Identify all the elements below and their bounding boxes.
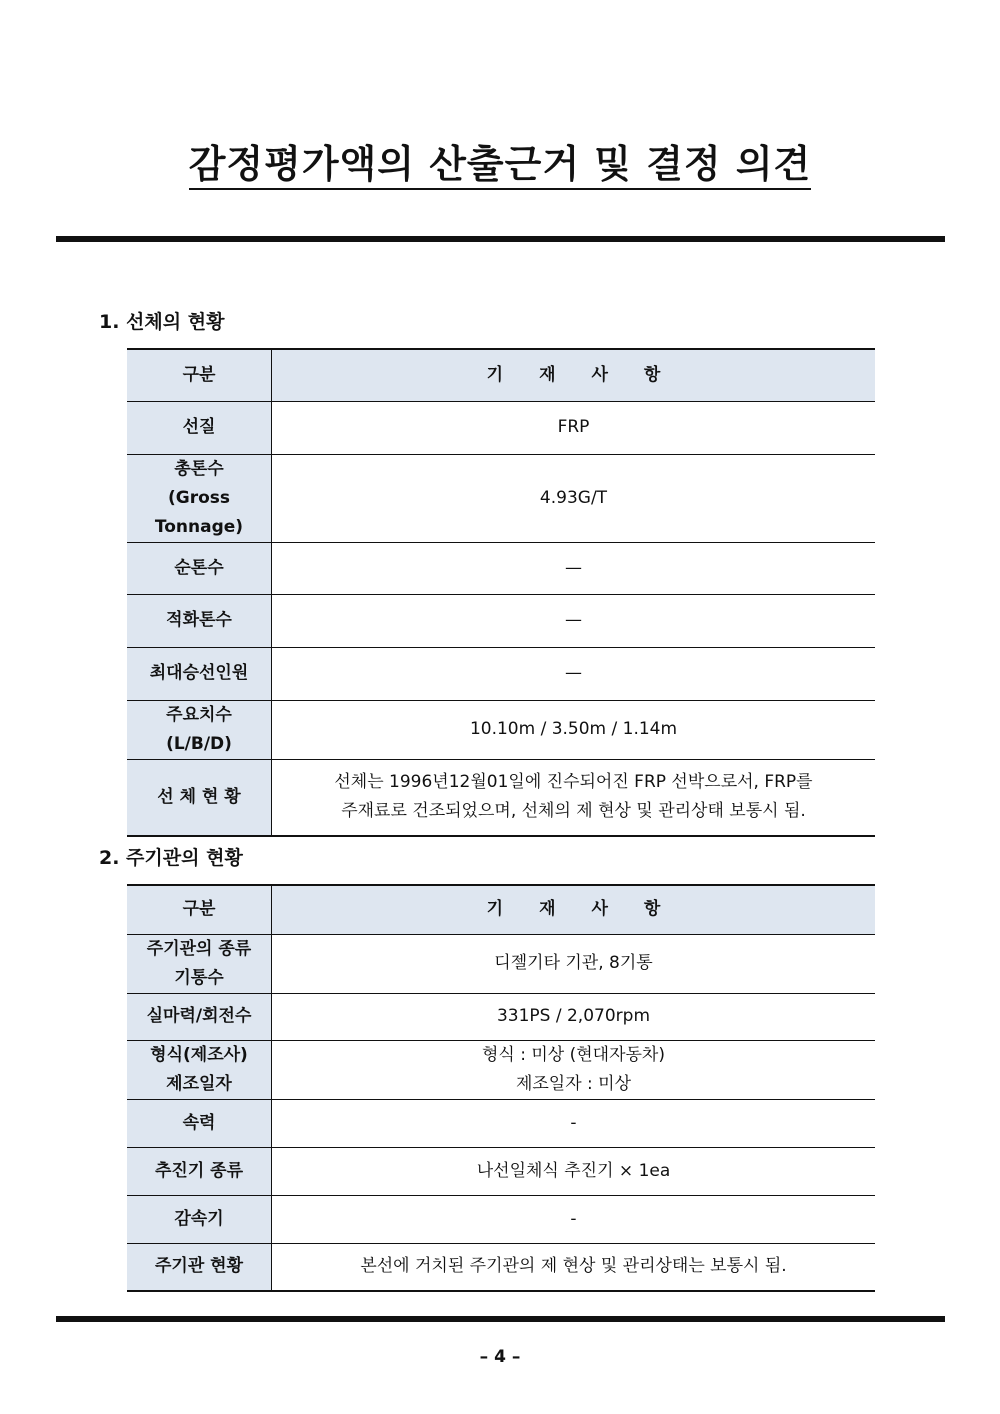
row-value: 디젤기타 기관, 8기통 (272, 934, 876, 993)
row-label-line1: 형식(제조사) (150, 1044, 248, 1065)
row-value: 331PS / 2,070rpm (272, 993, 876, 1040)
page-title-text: 감정평가액의 산출근거 및 결정 의견 (189, 142, 812, 190)
row-value-line1: 형식 : 미상 (현대자동차) (481, 1044, 665, 1065)
table-row (127, 1243, 875, 1291)
row-label-line2: 기통수 (174, 967, 224, 988)
row-label (127, 1040, 272, 1099)
row-label: 선 체 현 황 (127, 759, 272, 836)
row-value-line2: 주재료로 건조되었으며, 선체의 제 현상 및 관리상태 보통시 됨. (341, 801, 806, 822)
table-header-row (127, 885, 875, 934)
table-row (127, 542, 875, 594)
hull-status-table (127, 348, 875, 837)
row-value: — (272, 594, 876, 647)
row-label-line2: 제조일자 (166, 1073, 232, 1094)
table-row (127, 993, 875, 1040)
header-category: 구분 (127, 885, 272, 934)
row-label: 순톤수 (127, 542, 272, 594)
row-value: — (272, 542, 876, 594)
header-details: 기재사항 (272, 885, 876, 934)
page-number: – 4 – (479, 1347, 521, 1367)
row-value (272, 1040, 876, 1099)
section2-heading: 2. 주기관의 현황 (99, 847, 243, 869)
table-header-row (127, 349, 875, 401)
row-value: — (272, 647, 876, 700)
row-label-line1: 총톤수 (174, 458, 224, 479)
table-row (127, 647, 875, 700)
main-engine-table (127, 884, 875, 1292)
row-value: - (272, 1195, 876, 1243)
row-label: 속력 (127, 1099, 272, 1147)
row-value-line2: 제조일자 : 미상 (515, 1073, 632, 1094)
header-details: 기재사항 (272, 349, 876, 401)
row-label (127, 454, 272, 542)
row-value: FRP (272, 401, 876, 454)
row-value: 나선일체식 추진기 × 1ea (272, 1147, 876, 1195)
row-label: 감속기 (127, 1195, 272, 1243)
row-label-line1: 주요치수 (166, 704, 232, 725)
row-value: - (272, 1099, 876, 1147)
row-value: 본선에 거치된 주기관의 제 현상 및 관리상태는 보통시 됨. (272, 1243, 876, 1291)
top-divider (56, 234, 945, 242)
table-row (127, 454, 875, 542)
row-value (272, 759, 876, 836)
table-row (127, 594, 875, 647)
row-label: 선질 (127, 401, 272, 454)
table-row (127, 759, 875, 836)
row-label (127, 700, 272, 759)
row-label: 최대승선인원 (127, 647, 272, 700)
table-row (127, 700, 875, 759)
table-row (127, 401, 875, 454)
header-category: 구분 (127, 349, 272, 401)
row-label: 추진기 종류 (127, 1147, 272, 1195)
row-label: 적화톤수 (127, 594, 272, 647)
row-label: 실마력/회전수 (127, 993, 272, 1040)
row-value: 10.10m / 3.50m / 1.14m (272, 700, 876, 759)
row-label (127, 934, 272, 993)
row-value-line1: 선체는 1996년12월01일에 진수되어진 FRP 선박으로서, FRP를 (334, 772, 813, 793)
row-value: 4.93G/T (272, 454, 876, 542)
page-title (0, 133, 1000, 188)
section1-heading: 1. 선체의 현황 (99, 311, 225, 333)
table-row (127, 934, 875, 993)
table-row (127, 1099, 875, 1147)
table-row (127, 1195, 875, 1243)
bottom-divider (56, 1314, 945, 1322)
table-row (127, 1040, 875, 1099)
row-label-line2: (Gross Tonnage) (154, 487, 244, 537)
row-label-line1: 주기관의 종류 (146, 938, 252, 959)
table-row (127, 1147, 875, 1195)
row-label-line2: (L/B/D) (166, 733, 232, 754)
row-label: 주기관 현황 (127, 1243, 272, 1291)
